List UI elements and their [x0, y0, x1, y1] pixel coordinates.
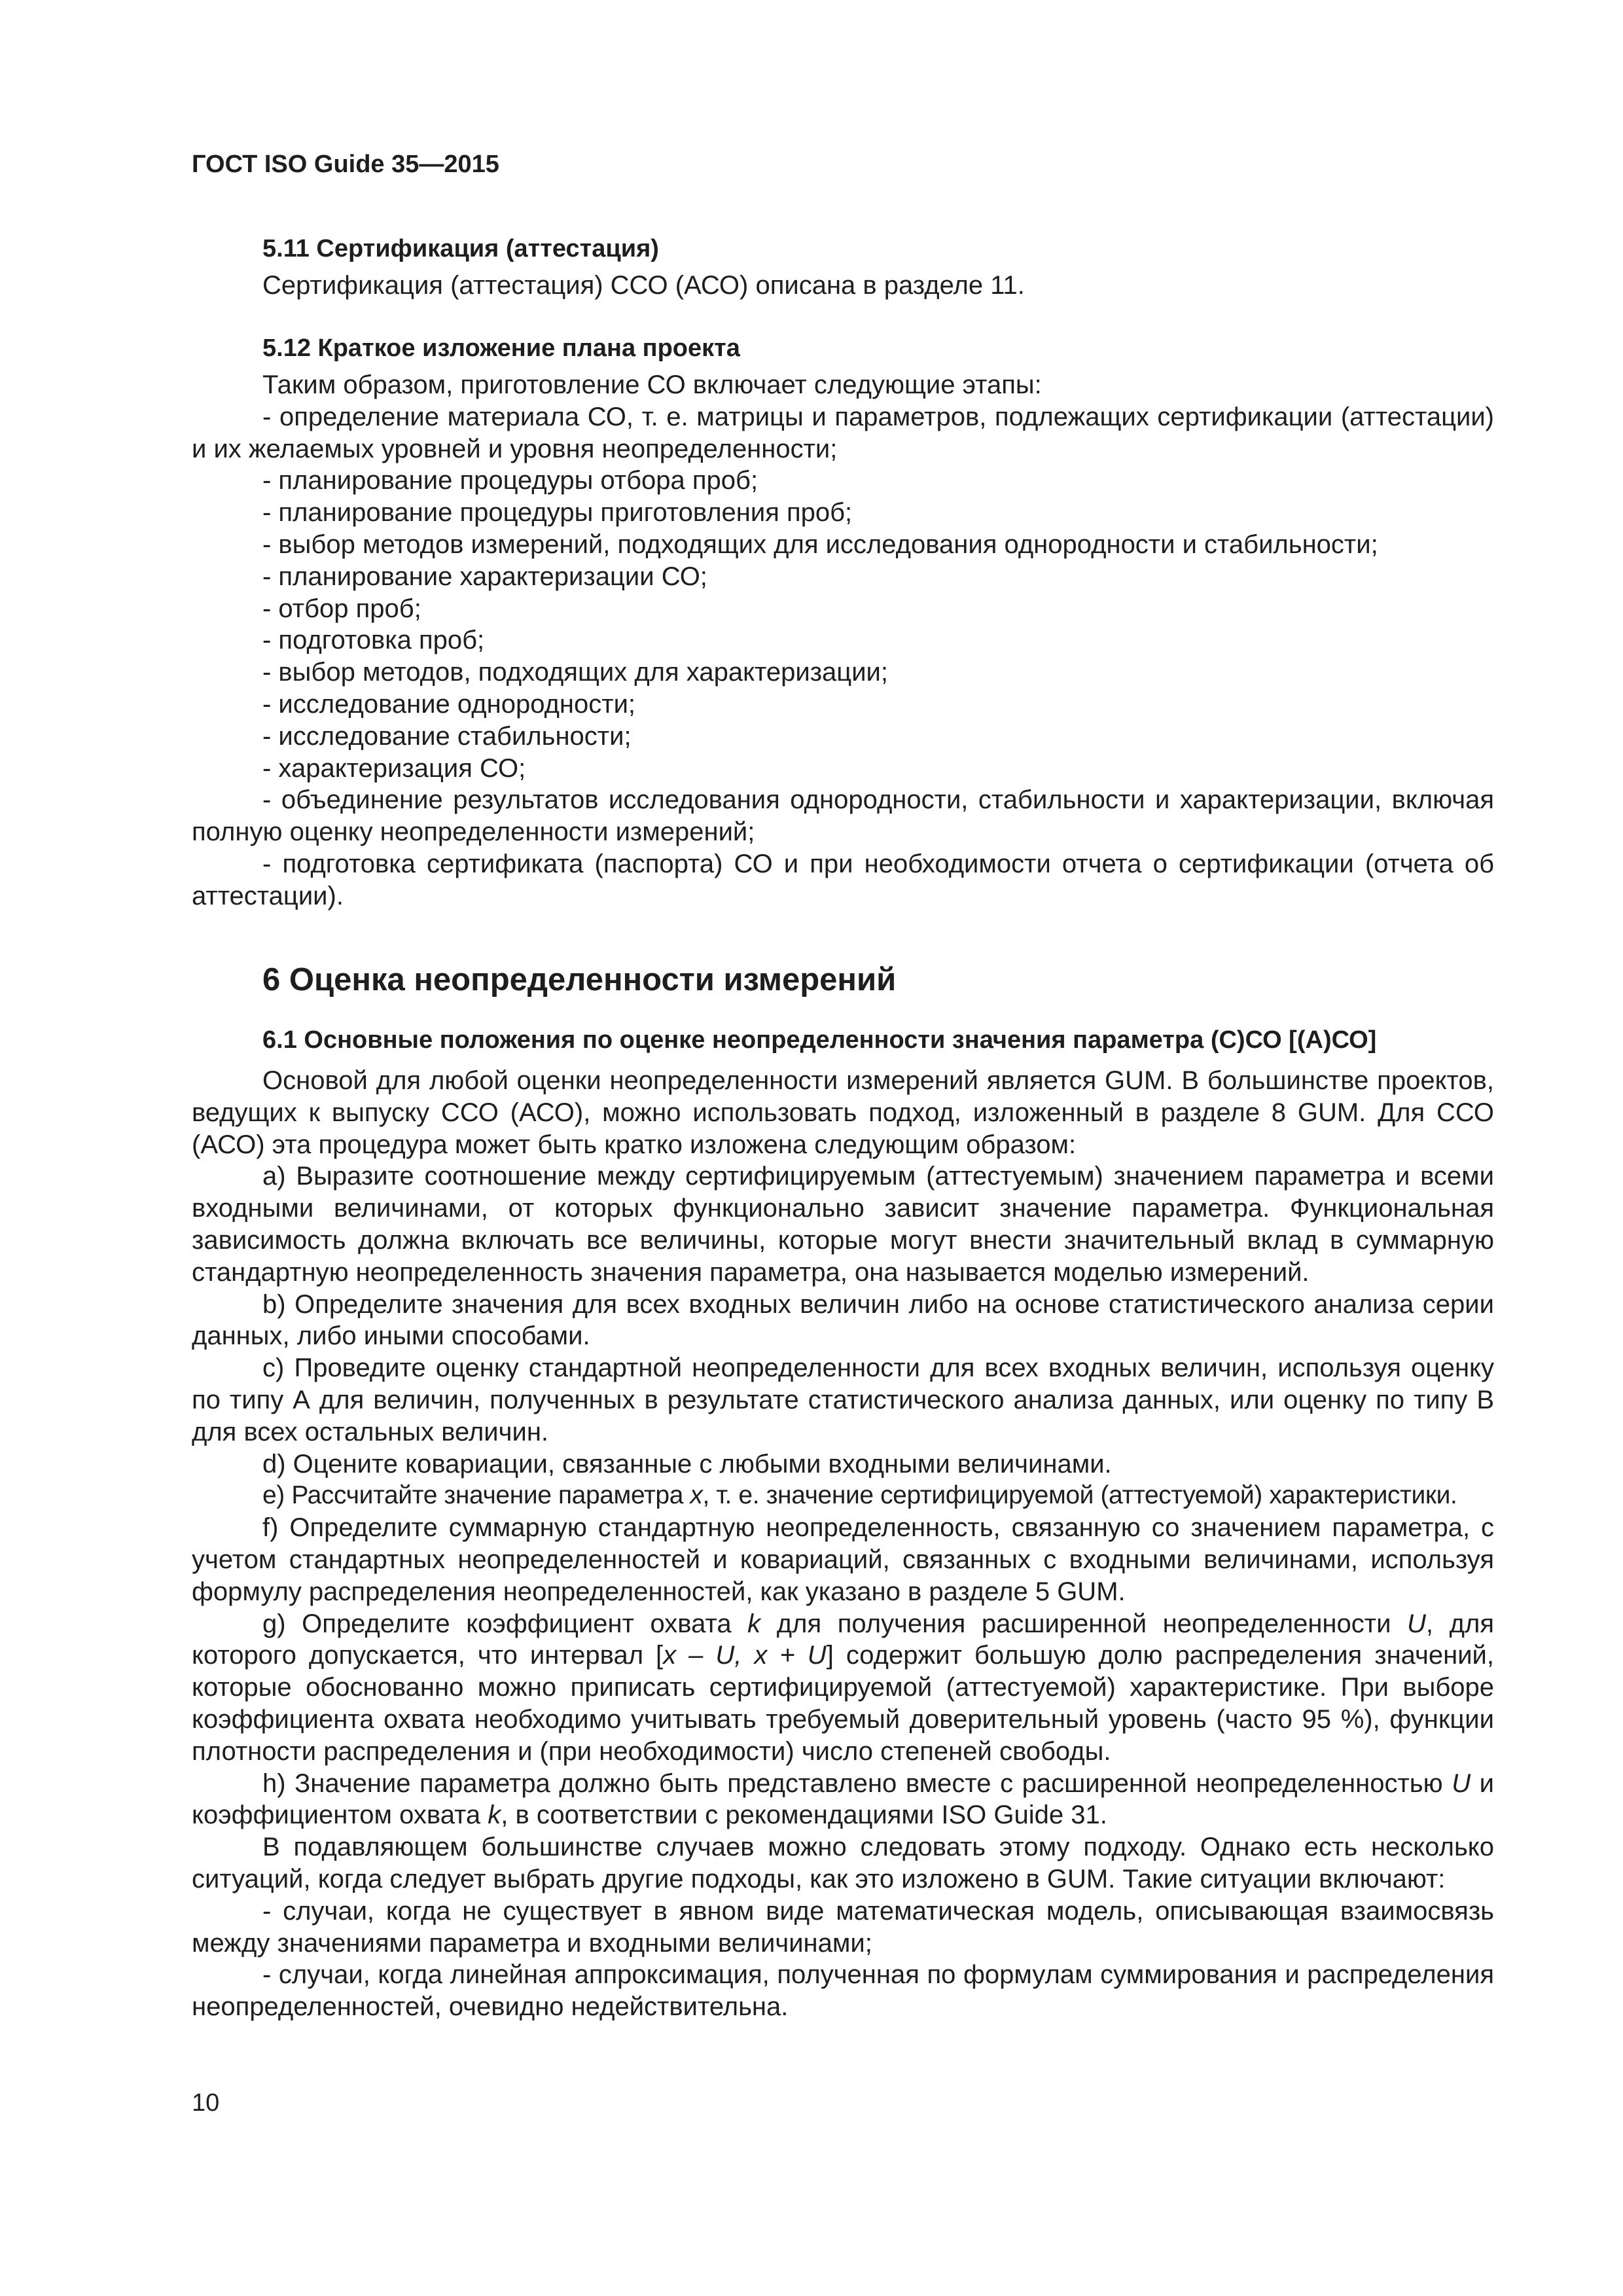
- list-item: - планирование процедуры приготовления проб;: [262, 498, 853, 528]
- text-segment: , для которого допускается, что интервал [: [192, 1609, 1494, 1670]
- text-segment: и коэффициентом охвата: [192, 1768, 1494, 1830]
- text-segment: ] содержит большую долю распределения значений, которые обоснованно можно приписать сертифицируемой (аттестуемой) характеристике. При выборе коэффициента охвата необходимо учитывать требуемый доверительный уровень (часто 95 %), функции плотности распределения и (при необходимости) число степеней свободы.: [192, 1641, 1494, 1766]
- list-item: - объединение результатов исследования однородности, стабильности и характеризации, включая полную оценку неопределенности измерений;: [192, 785, 1494, 847]
- list-item: - выбор методов измерений, подходящих для исследования однородности и стабильности;: [262, 529, 1378, 559]
- variable-x: x: [690, 1481, 703, 1510]
- interval-expression: x – U, x + U: [663, 1641, 827, 1670]
- document-header: ГОСТ ISO Guide 35—2015: [192, 151, 499, 178]
- variable-k: k: [747, 1609, 761, 1638]
- section-5-12: [192, 332, 1494, 912]
- list-item: - отбор проб;: [262, 594, 421, 623]
- list-item: - случаи, когда не существует в явном виде математическая модель, описывающая взаимосвязь между значениями параметра и входными величинами;: [192, 1896, 1494, 1958]
- heading-6-1: 6.1 Основные положения по оценке неопределенности значения параметра (С)СО [(А)СО]: [262, 1026, 1377, 1054]
- heading-5-11: 5.11 Сертификация (аттестация): [262, 235, 659, 262]
- list-item: - планирование процедуры отбора проб;: [262, 466, 758, 495]
- list-item: - определение материала СО, т. е. матрицы и параметров, подлежащих сертификации (аттестации) и их желаемых уровней и уровня неопределенности;: [192, 402, 1494, 463]
- text-segment: для получения расширенной неопределенности: [760, 1609, 1408, 1638]
- list-item: - исследование однородности;: [262, 689, 636, 719]
- list-item: - исследование стабильности;: [262, 721, 632, 751]
- list-item-d: d) Оцените ковариации, связанные с любыми входными величинами.: [262, 1449, 1112, 1479]
- list-item: - планирование характеризации СО;: [262, 562, 707, 591]
- variable-U: U: [1407, 1609, 1426, 1638]
- paragraph-5-11: Сертификация (аттестация) ССО (АСО) описана в разделе 11.: [262, 271, 1025, 300]
- text-segment: g) Определите коэффициент охвата: [262, 1609, 748, 1638]
- list-item-h: [192, 1768, 1494, 1832]
- list-item-e: [192, 1480, 1494, 1512]
- heading-5-12: 5.12 Краткое изложение плана проекта: [262, 334, 740, 362]
- text-segment: e) Рассчитайте значение параметра: [262, 1481, 690, 1510]
- section-6: [192, 961, 1494, 999]
- list-item-f: f) Определите суммарную стандартную неопределенность, связанную со значением параметра, с учетом стандартных неопределенностей и ковариаций, связанных с входными величинами, используя формулу распределения неопределенностей, как указано в разделе 5 GUM.: [192, 1513, 1494, 1606]
- heading-6: 6 Оценка неопределенности измерений: [262, 962, 897, 997]
- text-segment: , в соответствии с рекомендациями ISO Guide 31.: [501, 1801, 1107, 1830]
- paragraph-5-12-intro: Таким образом, приготовление СО включает следующие этапы:: [262, 370, 1042, 399]
- list-item-c: c) Проведите оценку стандартной неопределенности для всех входных величин, используя оценку по типу А для величин, полученных в результате статистического анализа данных, или оценку по типу В для всех остальных величин.: [192, 1354, 1494, 1446]
- list-item: - выбор методов, подходящих для характеризации;: [262, 658, 889, 687]
- paragraph: В подавляющем большинстве случаев можно следовать этому подходу. Однако есть несколько ситуаций, когда следует выбрать другие подходы, как это изложено в GUM. Такие ситуации включают:: [192, 1833, 1494, 1893]
- section-5-11: [192, 233, 1494, 302]
- list-item-a: a) Выразите соотношение между сертифицируемым (аттестуемым) значением параметра и всеми входными величинами, от которых функционально зависит значение параметра. Функциональная зависимость должна включать все величины, которые могут внести значительный вклад в суммарную стандартную неопределенность значения параметра, она называется моделью измерений.: [192, 1162, 1494, 1287]
- page-number: 10: [192, 2089, 220, 2117]
- paragraph: Основой для любой оценки неопределенности измерений является GUM. В большинстве проектов, ведущих к выпуску ССО (АСО), можно использовать подход, изложенный в разделе 8 GUM. Для ССО (АСО) эта процедура может быть кратко изложена следующим образом:: [192, 1066, 1494, 1159]
- list-item: - подготовка сертификата (паспорта) СО и при необходимости отчета о сертификации (отчета об аттестации).: [192, 849, 1494, 910]
- text-segment: , т. е. значение сертифицируемой (аттестуемой) характеристики.: [702, 1481, 1457, 1510]
- variable-U: U: [1452, 1768, 1471, 1798]
- list-item: - подготовка проб;: [262, 626, 485, 655]
- list-item: - характеризация СО;: [262, 753, 526, 783]
- text-segment: h) Значение параметра должно быть представлено вместе с расширенной неопределенностью: [262, 1768, 1452, 1798]
- section-6-1: [192, 1024, 1494, 2023]
- list-item-g: [192, 1608, 1494, 1768]
- list-item-b: b) Определите значения для всех входных величин либо на основе статистического анализа серии данных, либо иными способами.: [192, 1289, 1494, 1351]
- variable-k: k: [488, 1801, 501, 1830]
- list-item: - случаи, когда линейная аппроксимация, полученная по формулам суммирования и распределения неопределенностей, очевидно недействительна.: [192, 1960, 1494, 2022]
